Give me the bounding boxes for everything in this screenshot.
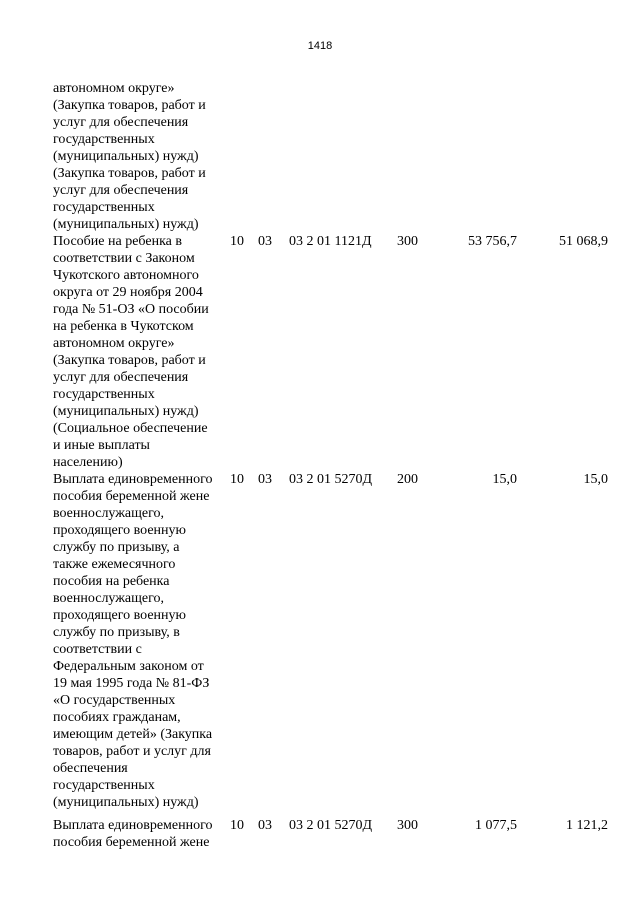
amount-year-1: 15,0 — [492, 472, 517, 487]
subsection-code: 03 — [258, 472, 272, 487]
row-description: автономном округе» (Закупка товаров, работ и услуг для обеспечения государственных (муниципальных) нужд) (Закупка товаров, работ и услуг для обеспечения государственных (муниципальных) нужд) — [53, 81, 206, 232]
subsection-code: 03 — [258, 234, 272, 249]
table-row — [0, 817, 640, 857]
expense-type-code: 300 — [397, 234, 418, 249]
row-description: Выплата единовременного пособия беременной жене — [53, 818, 213, 850]
amount-year-2: 1 121,2 — [566, 818, 608, 833]
target-article-code: 03 2 01 5270Д — [289, 472, 373, 487]
subsection-code: 03 — [258, 818, 272, 833]
target-article-code: 03 2 01 1121Д — [289, 234, 372, 249]
amount-year-1: 1 077,5 — [475, 818, 517, 833]
table-row — [0, 233, 640, 471]
row-description: Пособие на ребенка в соответствии с Законом Чукотского автономного округа от 29 ноября 2004 года № 51-ОЗ «О пособии на ребенка в Чукотском автономном округе» (Закупка товаров, работ и услуг для обеспечения государственных (муниципальных) нужд) (Социальное обеспечение и иные выплаты населению) — [53, 234, 209, 470]
table-row — [0, 80, 640, 233]
target-article-code: 03 2 01 5270Д — [289, 818, 373, 833]
amount-year-1: 53 756,7 — [468, 234, 517, 249]
section-code: 10 — [230, 472, 244, 487]
section-code: 10 — [230, 234, 244, 249]
amount-year-2: 51 068,9 — [559, 234, 608, 249]
section-code: 10 — [230, 818, 244, 833]
budget-table — [0, 80, 640, 857]
table-row — [0, 471, 640, 817]
page-number: 1418 — [307, 40, 333, 52]
row-description: Выплата единовременного пособия беременной жене военнослужащего, проходящего военную службу по призыву, а также ежемесячного пособия на ребенка военнослужащего, проходящего военную службу по призыву, в соответствии с Федеральным законом от 19 мая 1995 года № 81-ФЗ «О государственных пособиях гражданам, имеющим детей» (Закупка товаров, работ и услуг для обеспечения государственных (муниципальных) нужд) — [53, 472, 213, 810]
amount-year-2: 15,0 — [583, 472, 608, 487]
expense-type-code: 200 — [397, 472, 418, 487]
expense-type-code: 300 — [397, 818, 418, 833]
